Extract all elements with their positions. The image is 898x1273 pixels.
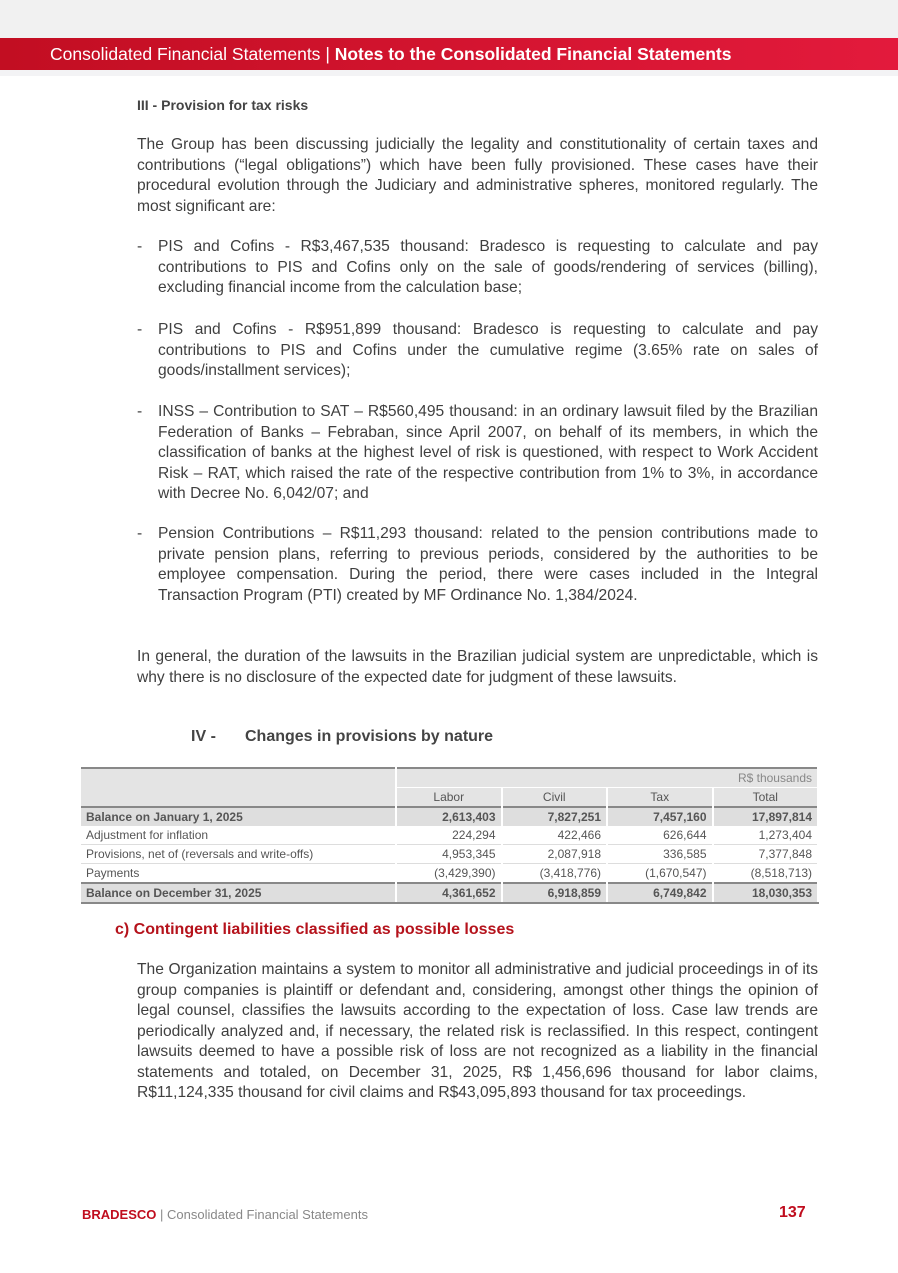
list-item [137,237,818,299]
table-row [81,864,818,884]
section-c-heading: c) Contingent liabilities classified as possible losses [115,921,515,938]
provisions-table [81,767,819,904]
cell: 4,953,345 [396,845,502,864]
footer [82,1207,368,1222]
cell: 4,361,652 [396,883,502,903]
list-item [137,402,818,505]
list-item-text: INSS – Contribution to SAT – R$560,495 thousand: in an ordinary lawsuit filed by the Brazilian Federation of Banks – Febraban, since April 2007, on behalf of its members, in which the classification of banks at the highest level of risk is questioned, with respect to Work Accident Risk – RAT, which raised the rate of the respective contribution from 1% to 3%, in accordance with Decree No. 6,042/07; and [158,403,818,502]
subsection-heading: Changes in provisions by nature [245,728,494,745]
row-label: Balance on January 1, 2025 [81,807,396,826]
row-label: Provisions, net of (reversals and write-offs) [81,845,396,864]
cell: 422,466 [502,826,608,845]
cell: 2,087,918 [502,845,608,864]
bullet-dash: - [137,403,143,420]
cell: 6,749,842 [607,883,713,903]
row-label: Adjustment for inflation [81,826,396,845]
cell: (8,518,713) [713,864,819,884]
table-row [81,845,818,864]
cell: 1,273,404 [713,826,819,845]
table-row [81,807,818,826]
col-tax: Tax [607,788,713,808]
bullet-dash: - [137,525,143,542]
footer-separator: | [160,1207,164,1222]
row-label: Balance on December 31, 2025 [81,883,396,903]
cell: 2,613,403 [396,807,502,826]
subsection-number: IV - [191,728,216,745]
cell: (3,429,390) [396,864,502,884]
footer-label: Consolidated Financial Statements [167,1207,368,1222]
cell: 7,377,848 [713,845,819,864]
col-civil: Civil [502,788,608,808]
cell: 18,030,353 [713,883,819,903]
cell: 7,827,251 [502,807,608,826]
top-band [0,0,898,38]
list-item-text: PIS and Cofins - R$3,467,535 thousand: Bradesco is requesting to calculate and pay contributions to PIS and Cofins only on the sale of goods/rendering of services (billing), excluding financial income from the calculation base; [158,238,818,296]
cell: (3,418,776) [502,864,608,884]
header-separator: | [325,44,330,64]
table-row [81,883,818,903]
closing-paragraph: In general, the duration of the lawsuits in the Brazilian judicial system are unpredictable, which is why there is no disclosure of the expected date for judgment of these lawsuits. [137,648,818,686]
table-row [81,826,818,845]
footer-brand: BRADESCO [82,1207,157,1222]
cell: 6,918,859 [502,883,608,903]
page-number: 137 [779,1204,806,1221]
unit-label: R$ thousands [396,768,818,788]
cell: 626,644 [607,826,713,845]
cell: 336,585 [607,845,713,864]
col-labor: Labor [396,788,502,808]
cell: 7,457,160 [607,807,713,826]
header-section: Consolidated Financial Statements [50,44,321,64]
header-title: Notes to the Consolidated Financial Statements [334,44,732,64]
header-shadow [0,70,898,76]
section-heading: III - Provision for tax risks [137,97,309,113]
bullet-dash: - [137,238,143,255]
list-item [137,320,818,382]
intro-paragraph: The Group has been discussing judicially the legality and constitutionality of certain taxes and contributions (“legal obligations”) which have been fully provisioned. These cases have their procedural evolution through the Judiciary and administrative spheres, monitored regularly. The most significant are: [137,136,818,215]
table-header-row [81,768,818,788]
row-label: Payments [81,864,396,884]
header-blank [81,768,396,807]
list-item-text: Pension Contributions – R$11,293 thousand: related to the pension contributions made to private pension plans, referring to previous periods, considered by the authorities to be employee compensation. During the period, there were cases included in the Integral Transaction Program (PTI) created by MF Ordinance No. 1,384/2024. [158,525,818,604]
header-bar [0,38,898,70]
list-item [137,524,818,606]
list-item-text: PIS and Cofins - R$951,899 thousand: Bradesco is requesting to calculate and pay contributions to PIS and Cofins under the cumulative regime (3.65% rate on sales of goods/installment services); [158,321,818,379]
cell: 17,897,814 [713,807,819,826]
cell: (1,670,547) [607,864,713,884]
bullet-dash: - [137,321,143,338]
cell: 224,294 [396,826,502,845]
col-total: Total [713,788,819,808]
section-c-paragraph: The Organization maintains a system to monitor all administrative and judicial proceedings in of its group companies is plaintiff or defendant and, considering, amongst other things the opinion of legal counsel, classifies the lawsuits according to the expectation of loss. Case law trends are periodically analyzed and, if necessary, the related risk is reclassified. In this respect, contingent lawsuits deemed to have a possible risk of loss are not recognized as a liability in the financial statements and totaled, on December 31, 2025, R$ 1,456,696 thousand for labor claims, R$11,124,335 thousand for civil claims and R$43,095,893 thousand for tax proceedings. [137,961,818,1101]
